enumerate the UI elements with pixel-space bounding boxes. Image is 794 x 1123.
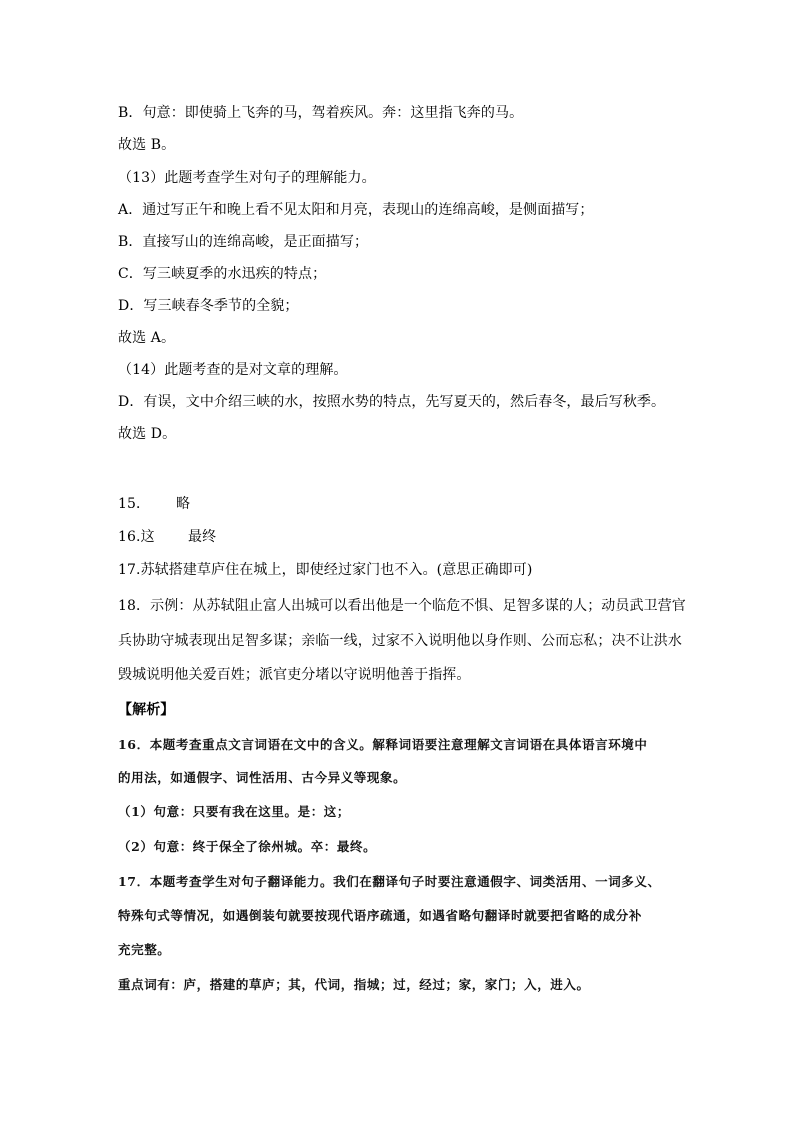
answer-line: 故选 A。 xyxy=(118,330,176,346)
q16-number: 16.这 xyxy=(118,529,155,545)
analysis-line: 16．本题考查重点文言词语在文中的含义。解释词语要注意理解文言词语在具体语言环境中 xyxy=(118,737,648,752)
analysis-line: 特殊句式等情况，如遇倒装句就要按现代语序疏通，如遇省略句翻译时就要把省略的成分补 xyxy=(118,908,643,923)
answer-line: C．写三峡夏季的水迅疾的特点； xyxy=(118,266,327,282)
q15-number: 15． xyxy=(118,496,151,512)
analysis-line: 重点词有：庐，搭建的草庐；其，代词，指城；过，经过；家，家门；入，进入。 xyxy=(118,977,590,992)
analysis-line: （1）句意：只要有我在这里。是：这； xyxy=(118,804,350,819)
analysis-line: 17．本题考查学生对句子翻译能力。我们在翻译句子时要注意通假字、词类活用、一词多义、 xyxy=(118,874,661,889)
answer-line: B．句意：即使骑上飞奔的马，驾着疾风。奔：这里指飞奔的马。 xyxy=(118,105,524,121)
q18-line: 兵协助守城表现出足智多谋；亲临一线，过家不入说明他以身作则、公而忘私；决不让洪水 xyxy=(118,633,682,649)
answer-line: D．有误，文中介绍三峡的水，按照水势的特点，先写夏天的，然后春冬，最后写秋季。 xyxy=(118,394,666,410)
answer-line: A．通过写正午和晚上看不见太阳和月亮，表现山的连绵高峻，是侧面描写； xyxy=(118,202,594,218)
q17-line: 17.苏轼搭建草庐住在城上，即使经过家门也不入。(意思正确即可) xyxy=(118,562,533,578)
answer-line: 故选 B。 xyxy=(118,137,176,153)
analysis-line: 的用法，如通假字、词性活用、古今异义等现象。 xyxy=(118,770,407,785)
answer-line: （14）此题考查的是对文章的理解。 xyxy=(118,362,348,378)
analysis-heading: 【解析】 xyxy=(118,702,175,718)
q16-answer: 最终 xyxy=(188,529,217,545)
q16-line xyxy=(118,527,216,547)
analysis-line: （2）句意：终于保全了徐州城。卒：最终。 xyxy=(118,839,377,854)
analysis-line: 充完整。 xyxy=(118,942,171,957)
answer-line: （13）此题考查学生对句子的理解能力。 xyxy=(118,170,376,186)
q18-line: 18．示例：从苏轼阻止富人出城可以看出他是一个临危不惧、足智多谋的人；动员武卫营官 xyxy=(118,598,686,614)
q15-answer: 略 xyxy=(176,496,191,512)
answer-line: D．写三峡春冬季节的全貌； xyxy=(118,298,299,314)
answer-line: 故选 D。 xyxy=(118,426,177,442)
q15-line xyxy=(118,494,190,514)
q18-line: 毁城说明他关爱百姓；派官吏分堵以守说明他善于指挥。 xyxy=(118,667,471,683)
answer-line: B．直接写山的连绵高峻，是正面描写； xyxy=(118,234,369,250)
